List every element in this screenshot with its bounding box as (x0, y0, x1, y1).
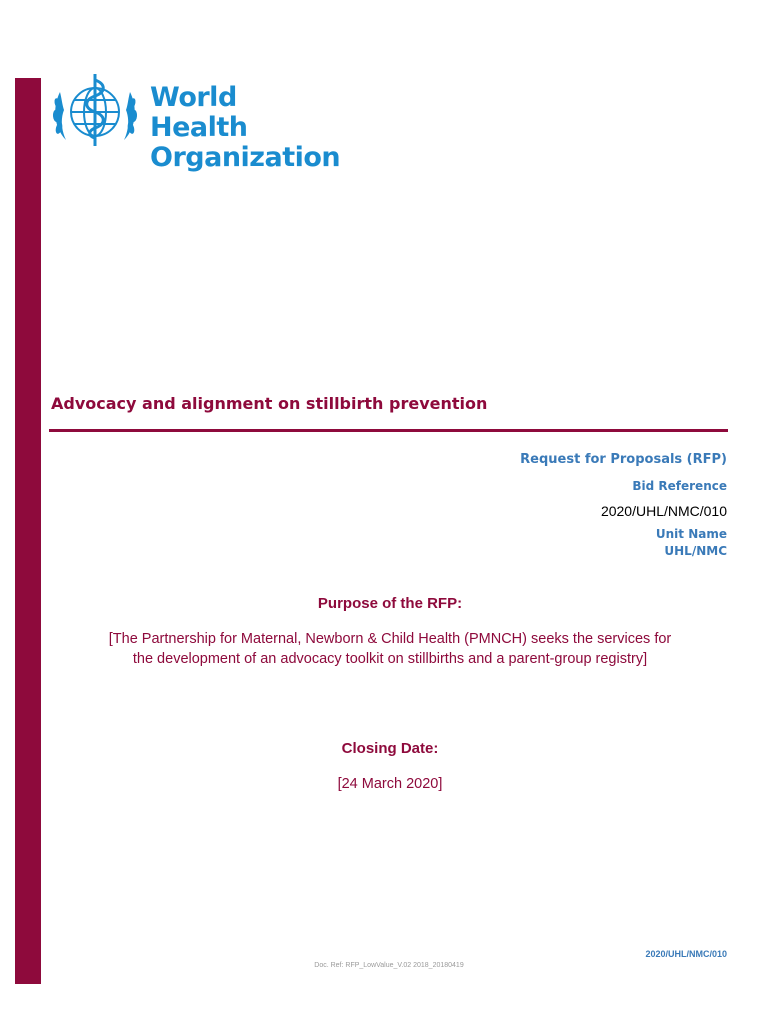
purpose-heading: Purpose of the RFP: (317, 595, 463, 612)
footer-reference: 2020/UHL/NMC/010 (645, 949, 727, 959)
who-emblem-icon (50, 70, 140, 154)
side-accent-bar (15, 78, 41, 984)
footer-doc-ref: Doc. Ref: RFP_LowValue_V.02 2018_20180419 (314, 962, 464, 969)
unit-name-label: Unit Name (655, 527, 727, 541)
organization-name-line2: Organization (150, 142, 341, 173)
bid-reference-label: Bid Reference (632, 479, 727, 493)
title-divider (49, 429, 728, 432)
closing-date-value: [24 March 2020] (337, 776, 443, 792)
purpose-text-line1: [The Partnership for Maternal, Newborn & Child Health (PMNCH) seeks the services for (108, 631, 672, 647)
rfp-label: Request for Proposals (RFP) (520, 452, 727, 467)
organization-name (150, 83, 340, 173)
who-logo (50, 70, 341, 173)
purpose-text (55, 629, 725, 669)
document-title: Advocacy and alignment on stillbirth prevention (51, 394, 488, 413)
unit-name-value: UHL/NMC (664, 544, 727, 558)
bid-reference-value: 2020/UHL/NMC/010 (600, 503, 727, 519)
closing-date-heading: Closing Date: (341, 740, 439, 757)
organization-name-line1: World Health (150, 82, 248, 143)
purpose-text-line2: the development of an advocacy toolkit on stillbirths and a parent-group registry] (132, 651, 648, 667)
